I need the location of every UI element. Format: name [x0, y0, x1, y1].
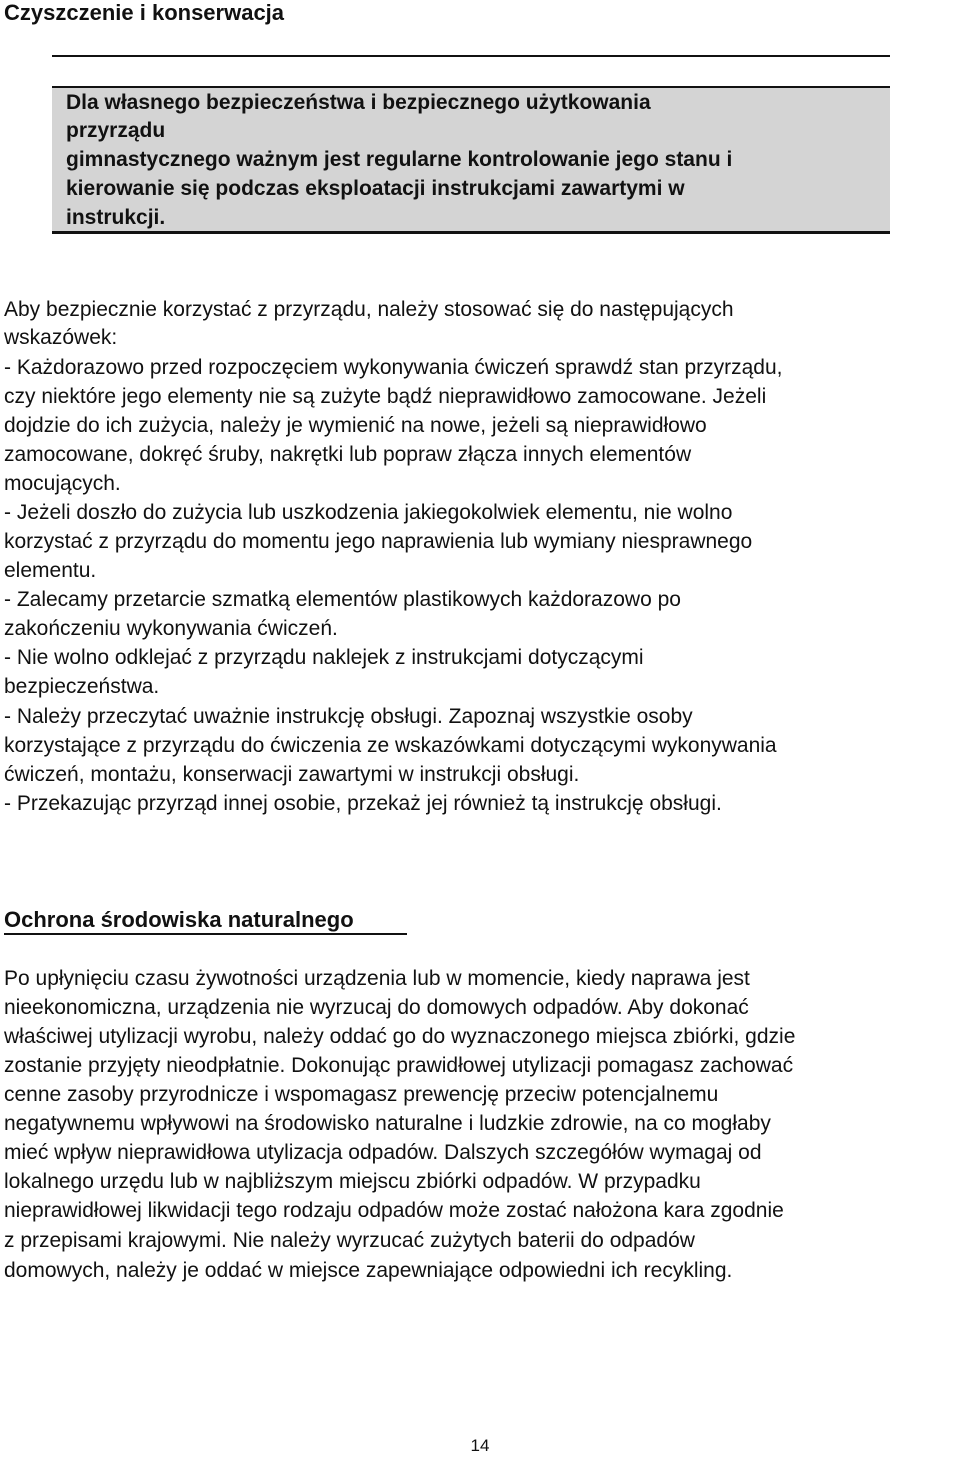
- safety-notice-box: [52, 86, 890, 234]
- text-line: Po upłynięciu czasu żywotności urządzenia lub w momencie, kiedy naprawa jest: [4, 967, 750, 990]
- text-line: czy niektóre jego elementy nie są zużyte bądź nieprawidłowo zamocowane. Jeżeli: [4, 385, 767, 408]
- text-line: dojdzie do ich zużycia, należy je wymienić na nowe, jeżeli są nieprawidłowo: [4, 414, 707, 437]
- text-line: - Nie wolno odklejać z przyrządu naklejek z instrukcjami dotyczącymi: [4, 646, 644, 669]
- text-line: cenne zasoby przyrodnicze i wspomagasz prewencję przeciw potencjalnemu: [4, 1083, 719, 1106]
- text-line: Aby bezpiecznie korzystać z przyrządu, należy stosować się do następujących: [4, 298, 734, 321]
- title-rule: [52, 55, 890, 57]
- text-line: nieprawidłowej likwidacji tego rodzaju odpadów może zostać nałożona kara zgodnie: [4, 1199, 784, 1222]
- notice-line: kierowanie się podczas eksploatacji instrukcjami zawartymi w: [66, 177, 685, 200]
- text-line: z przepisami krajowymi. Nie należy wyrzucać zużytych baterii do odpadów: [4, 1229, 695, 1252]
- text-line: ćwiczeń, montażu, konserwacji zawartymi w instrukcji obsługi.: [4, 763, 580, 786]
- text-line: negatywnemu wpływowi na środowisko naturalne i ludzkie zdrowie, na co mogłaby: [4, 1112, 771, 1135]
- text-line: - Każdorazowo przed rozpoczęciem wykonywania ćwiczeń sprawdź stan przyrządu,: [4, 356, 783, 379]
- text-line: domowych, należy je oddać w miejsce zapewniające odpowiedni ich recykling.: [4, 1259, 733, 1282]
- text-line: zostanie przyjęty nieodpłatnie. Dokonując prawidłowej utylizacji pomagasz zachować: [4, 1054, 794, 1077]
- page-number: 14: [470, 1436, 490, 1455]
- text-line: wskazówek:: [4, 326, 118, 349]
- text-line: właściwej utylizacji wyrobu, należy oddać go do wyznaczonego miejsca zbiórki, gdzie: [4, 1025, 796, 1048]
- text-line: mocujących.: [4, 472, 121, 495]
- text-line: nieekonomiczna, urządzenia nie wyrzucaj do domowych odpadów. Aby dokonać: [4, 996, 749, 1019]
- text-line: bezpieczeństwa.: [4, 675, 160, 698]
- notice-line: instrukcji.: [66, 206, 166, 229]
- text-line: - Należy przeczytać uważnie instrukcję obsługi. Zapoznaj wszystkie osoby: [4, 705, 693, 728]
- page-title: Czyszczenie i konserwacja: [4, 0, 285, 25]
- section-heading: Ochrona środowiska naturalnego: [4, 907, 354, 932]
- text-line: korzystające z przyrządu do ćwiczenia ze wskazówkami dotyczącymi wykonywania: [4, 734, 777, 757]
- notice-line: gimnastycznego ważnym jest regularne kontrolowanie jego stanu i: [66, 148, 733, 171]
- notice-line: Dla własnego bezpieczeństwa i bezpiecznego użytkowania: [66, 91, 651, 114]
- section-heading-underline: [4, 933, 407, 935]
- notice-line: przyrządu: [66, 119, 166, 142]
- text-line: - Jeżeli doszło do zużycia lub uszkodzenia jakiegokolwiek elementu, nie wolno: [4, 501, 733, 524]
- text-line: zakończeniu wykonywania ćwiczeń.: [4, 617, 338, 640]
- text-line: mieć wpływ nieprawidłowa utylizacja odpadów. Dalszych szczegółów wymagaj od: [4, 1141, 762, 1164]
- text-line: elementu.: [4, 559, 97, 582]
- text-line: zamocowane, dokręć śruby, nakrętki lub popraw złącza innych elementów: [4, 443, 692, 466]
- text-line: lokalnego urzędu lub w najbliższym miejscu zbiórki odpadów. W przypadku: [4, 1170, 701, 1193]
- text-line: - Przekazując przyrząd innej osobie, przekaż jej również tą instrukcję obsługi.: [4, 792, 722, 815]
- text-line: korzystać z przyrządu do momentu jego naprawienia lub wymiany niesprawnego: [4, 530, 753, 553]
- text-line: - Zalecamy przetarcie szmatką elementów plastikowych każdorazowo po: [4, 588, 681, 611]
